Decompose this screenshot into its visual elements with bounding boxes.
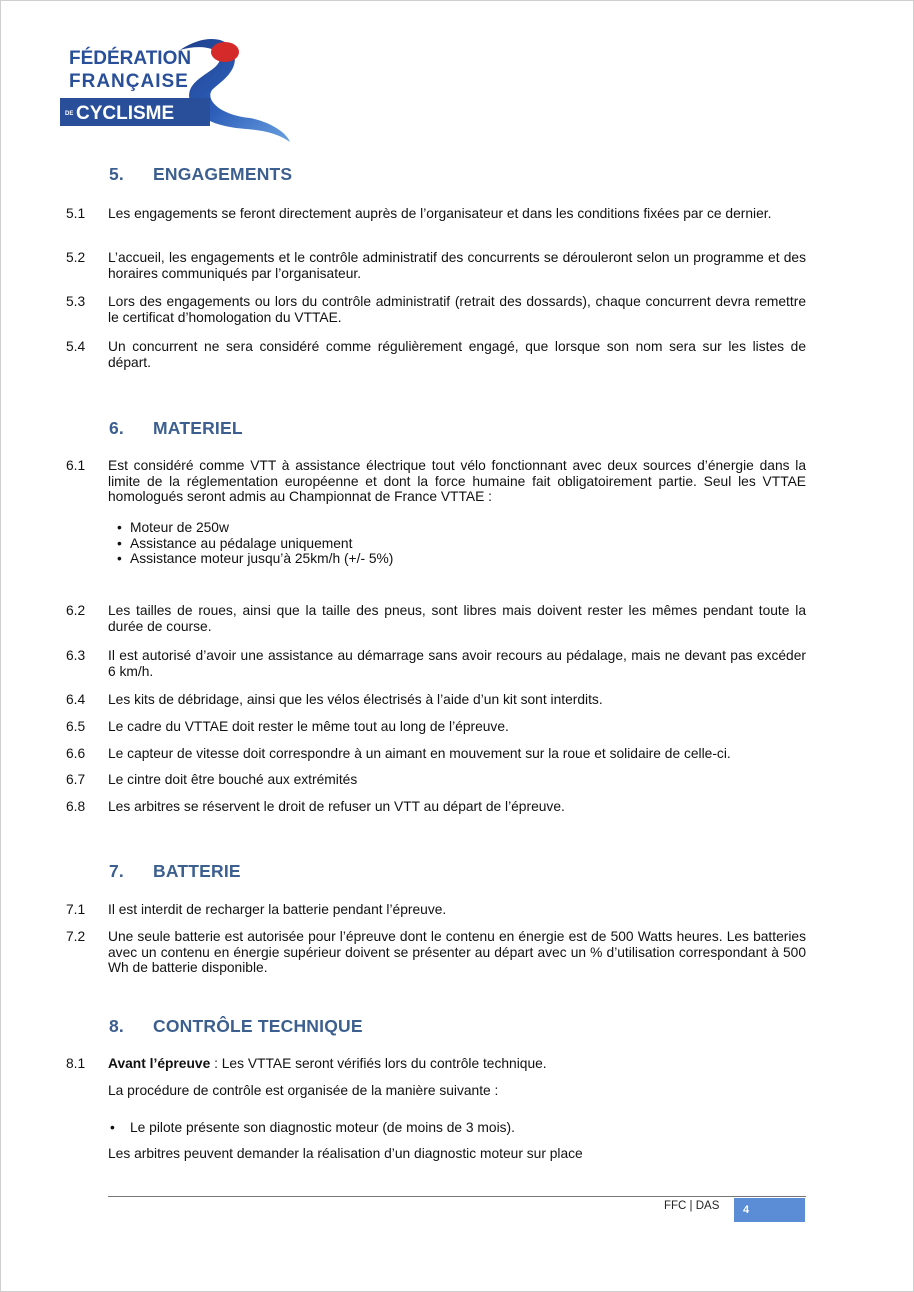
section-7-title: 7. BATTERIE: [109, 861, 241, 881]
footer-label: FFC | DAS: [664, 1200, 720, 1212]
list-item: • Moteur de 250w: [117, 520, 393, 536]
item-6-4: 6.4 Les kits de débridage, ainsi que les vélos électrisés à l’aide d’un kit sont interdits.: [66, 692, 603, 707]
logo-line2: FRANÇAISE: [69, 71, 189, 92]
list-item: • Assistance moteur jusqu’à 25km/h (+/- 5%): [117, 551, 393, 567]
item-7-2: 7.2 Une seule batterie est autorisée pour l’épreuve dont le contenu en énergie est de 500 Watts heures. Les batteries avec un contenu en énergie supérieur doivent se présenter au départ avec un % d’utilisation correspondant à 500 Wh de batterie disponible.: [66, 929, 806, 975]
item-8-1: 8.1 Avant l’épreuve : Les VTTAE seront vérifiés lors du contrôle technique.: [66, 1056, 547, 1071]
item-6-6: 6.6 Le capteur de vitesse doit correspondre à un aimant en mouvement sur la roue et solidaire de celle-ci.: [66, 746, 731, 761]
footer-divider: [108, 1196, 806, 1197]
list-item: • Assistance au pédalage uniquement: [117, 536, 393, 552]
item-5-1: 5.1 Les engagements se feront directement auprès de l’organisateur et dans les conditions fixées par ce dernier.: [66, 206, 772, 221]
bullet-list-6-1: [117, 520, 393, 567]
section-6-title: 6. MATERIEL: [109, 418, 243, 438]
logo-line1: FÉDÉRATION: [69, 48, 192, 69]
item-6-2: 6.2 Les tailles de roues, ainsi que la taille des pneus, sont libres mais doivent rester les mêmes pendant toute la durée de course.: [66, 603, 806, 634]
item-6-3: 6.3 Il est autorisé d’avoir une assistance au démarrage sans avoir recours au pédalage, mais ne devant pas excéder 6 km/h.: [66, 648, 806, 679]
logo-line3: CYCLISME: [76, 103, 175, 124]
list-item: • Le pilote présente son diagnostic moteur (de moins de 3 mois).: [110, 1120, 515, 1136]
paragraph-diagnostic: Les arbitres peuvent demander la réalisation d’un diagnostic moteur sur place: [108, 1146, 583, 1161]
item-6-5: 6.5 Le cadre du VTTAE doit rester le même tout au long de l’épreuve.: [66, 719, 509, 734]
page-number: 4: [734, 1198, 805, 1222]
item-7-1: 7.1 Il est interdit de recharger la batterie pendant l’épreuve.: [66, 902, 447, 917]
logo-line3-prefix: DE: [65, 111, 74, 117]
item-6-8: 6.8 Les arbitres se réservent le droit de refuser un VTT au départ de l’épreuve.: [66, 799, 565, 814]
bullet-list-8-1: [110, 1120, 515, 1136]
item-5-3: 5.3 Lors des engagements ou lors du contrôle administratif (retrait des dossards), chaque concurrent devra remettre le certificat d’homologation du VTTAE.: [66, 294, 806, 325]
ffc-logo: [60, 30, 300, 150]
item-5-2: 5.2 L’accueil, les engagements et le contrôle administratif des concurrents se dérouleront selon un programme et des horaires communiqués par l’organisateur.: [66, 250, 806, 281]
section-5-title: 5. ENGAGEMENTS: [109, 164, 293, 184]
item-6-1: 6.1 Est considéré comme VTT à assistance électrique tout vélo fonctionnant avec deux sources d’énergie dans la limite de la réglementation européenne et dont la force humaine fait obligatoirement partie. Seul les VTTAE homologués seront admis au Championnat de France VTTAE :: [66, 458, 806, 504]
paragraph-procedure: La procédure de contrôle est organisée de la manière suivante :: [108, 1083, 499, 1098]
section-8-title: 8. CONTRÔLE TECHNIQUE: [109, 1016, 363, 1036]
item-5-4: 5.4 Un concurrent ne sera considéré comme régulièrement engagé, que lorsque son nom sera sur les listes de départ.: [66, 339, 806, 370]
item-6-7: 6.7 Le cintre doit être bouché aux extrémités: [66, 772, 358, 787]
